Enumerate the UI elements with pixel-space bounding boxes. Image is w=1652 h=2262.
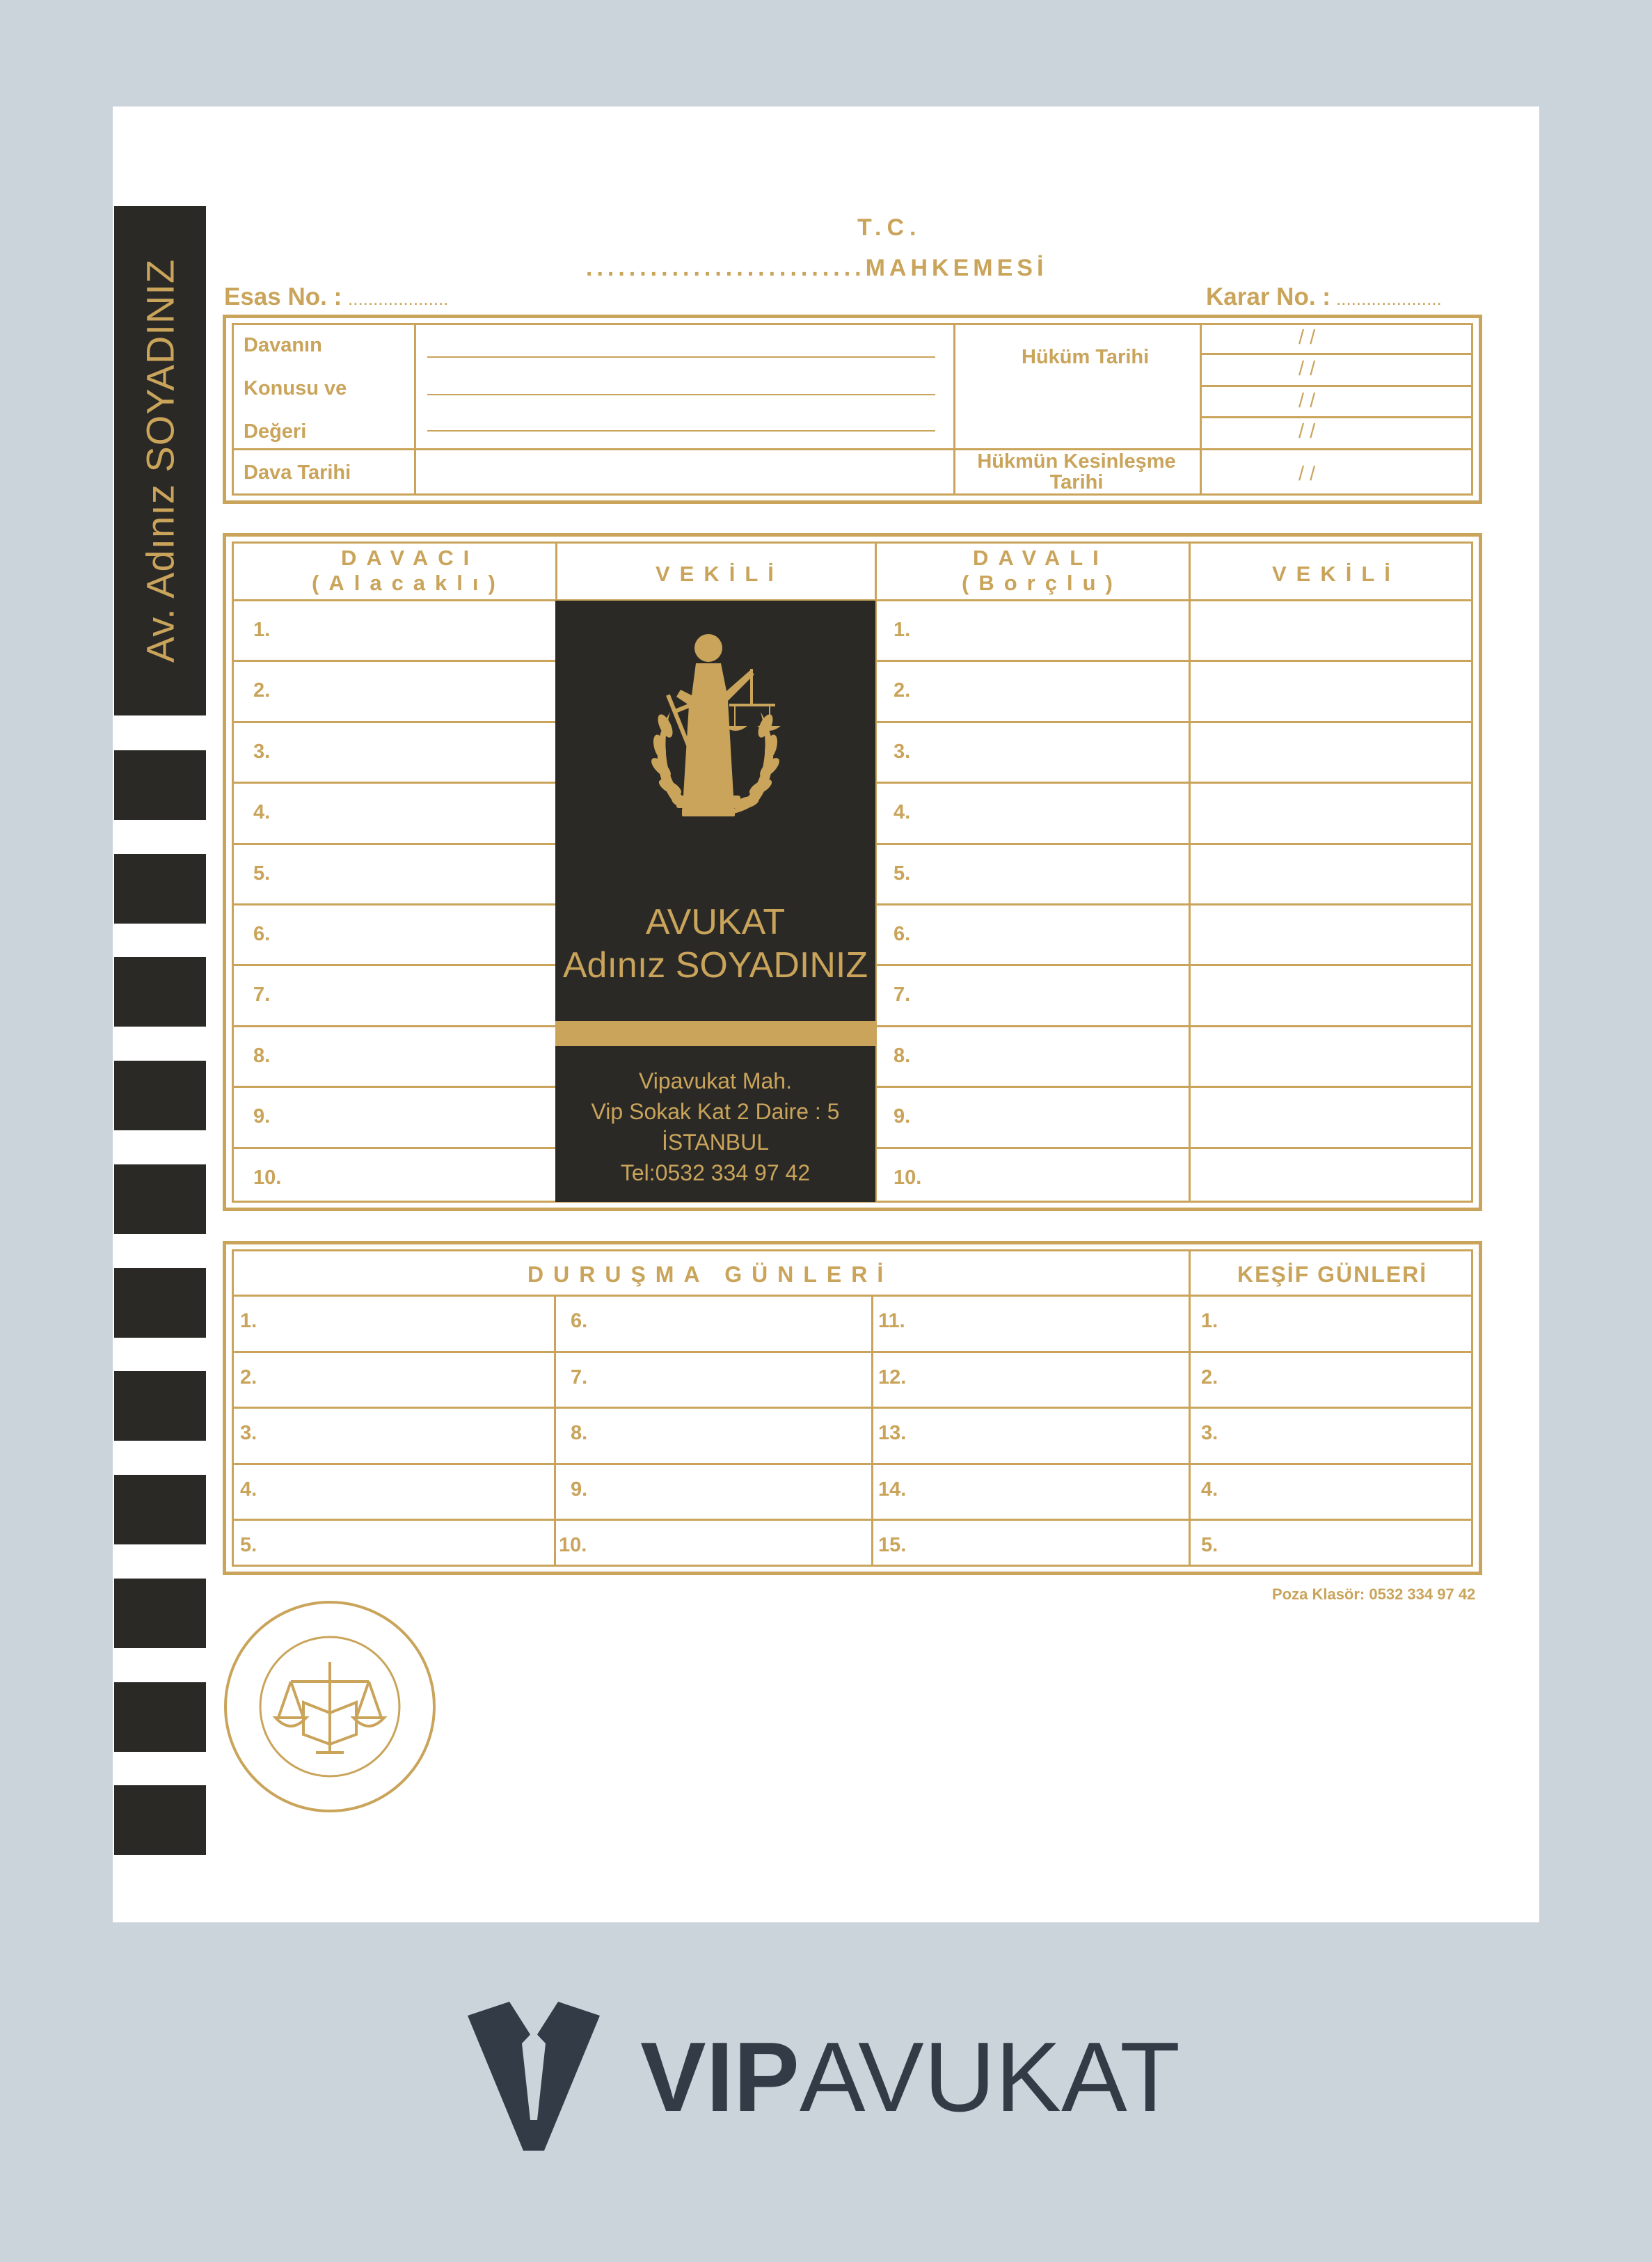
durusma-day-number[interactable]: 5. [240, 1534, 257, 1557]
divider [871, 1295, 873, 1567]
hukum-date-3[interactable]: / / [1298, 390, 1316, 412]
durusma-day-number[interactable]: 9. [571, 1478, 588, 1501]
spine-tab [114, 957, 206, 1027]
davali-row-number[interactable]: 1. [893, 619, 911, 641]
row-divider [1189, 1025, 1473, 1027]
lady-justice-emblem [604, 628, 827, 844]
subject-line-2[interactable] [427, 394, 935, 395]
lawyer-card [555, 601, 875, 1202]
spine-tab [114, 1371, 206, 1441]
spine-tab [114, 1268, 206, 1338]
divider [232, 1295, 1473, 1297]
davali-row-number[interactable]: 5. [893, 862, 911, 885]
davaci-row-number[interactable]: 3. [253, 740, 271, 763]
row-divider [232, 660, 555, 662]
durusma-day-number[interactable]: 10. [559, 1534, 587, 1557]
durusma-day-number[interactable]: 7. [571, 1366, 588, 1389]
davali-row-number[interactable]: 2. [893, 679, 911, 702]
spine-name-text: Av. Adınız SOYADINIZ [138, 258, 182, 663]
davaci-row-number[interactable]: 2. [253, 679, 271, 702]
davali-row-number[interactable]: 6. [893, 923, 911, 945]
subject-line-3[interactable] [427, 430, 935, 432]
row-divider [232, 1025, 555, 1027]
justice-seal [221, 1598, 438, 1819]
kesinlesme-line1: Hükmün Kesinleşme [977, 450, 1176, 473]
card-city: İSTANBUL [661, 1130, 770, 1155]
divider [1189, 541, 1191, 1203]
davaci-row-number[interactable]: 1. [253, 619, 271, 641]
durusma-day-number[interactable]: 15. [878, 1534, 907, 1557]
row-divider [1189, 1147, 1473, 1149]
borclu-header: (Borçlu) [962, 571, 1122, 595]
spine-name-label [114, 206, 206, 715]
hukum-date-2[interactable]: / / [1298, 358, 1316, 380]
kesinlesme-label [955, 451, 1198, 493]
davali-row-number[interactable]: 7. [893, 983, 911, 1006]
spine-tab [114, 1164, 206, 1234]
row-divider [232, 843, 555, 845]
davaci-row-number[interactable]: 8. [253, 1044, 271, 1067]
row-divider [875, 660, 1189, 662]
davali-row-number[interactable]: 8. [893, 1044, 911, 1067]
alacakli-header: (Alacaklı) [312, 571, 505, 595]
durusma-header: DURUŞMA GÜNLERİ [527, 1262, 893, 1287]
card-address-2: Vip Sokak Kat 2 Daire : 5 [591, 1099, 840, 1124]
row-divider [875, 964, 1189, 966]
card-address-1: Vipavukat Mah. [639, 1068, 792, 1093]
durusma-day-number[interactable]: 11. [878, 1310, 905, 1332]
davali-row-number[interactable]: 10. [893, 1166, 922, 1189]
spine-tab [114, 1061, 206, 1130]
row-divider [232, 1147, 555, 1149]
konusu-label: Konusu ve [244, 377, 347, 400]
row-divider [232, 903, 555, 905]
vekili-header-1: VEKİLİ [656, 562, 784, 586]
durusma-day-number[interactable]: 3. [240, 1422, 257, 1445]
davaci-row-number[interactable]: 5. [253, 862, 271, 885]
seal-graphic [221, 1598, 438, 1815]
hukum-date-1[interactable]: / / [1298, 326, 1316, 349]
hearing-row-divider [232, 1519, 1473, 1521]
row-divider [1189, 964, 1473, 966]
degeri-label: Değeri [244, 420, 307, 443]
davanin-label: Davanın [244, 334, 322, 356]
row-divider [1189, 903, 1473, 905]
davaci-row-number[interactable]: 6. [253, 923, 271, 945]
divider [554, 1295, 556, 1567]
hukum-date-4[interactable]: / / [1298, 420, 1316, 443]
card-title: AVUKAT [645, 902, 786, 942]
row-divider [1189, 1086, 1473, 1088]
spine-tab [114, 1475, 206, 1544]
esas-no-label: Esas No. : [224, 283, 342, 310]
durusma-day-number[interactable]: 1. [240, 1310, 257, 1332]
divider [1200, 385, 1473, 387]
vipavukat-logo-icon [468, 2002, 600, 2151]
karar-no-label: Karar No. : [1206, 283, 1331, 310]
davali-row-number[interactable]: 4. [893, 801, 911, 824]
row-divider [1189, 660, 1473, 662]
kesinlesme-date[interactable]: / / [1298, 463, 1316, 485]
row-divider [232, 964, 555, 966]
card-band [555, 1021, 875, 1046]
row-divider [1189, 782, 1473, 784]
divider [232, 448, 1473, 450]
row-divider [875, 1147, 1189, 1149]
davali-header: DAVALI [973, 546, 1109, 570]
spine-tab [114, 750, 206, 820]
vekili-header-2: VEKİLİ [1272, 562, 1400, 586]
brand-wordmark [640, 2022, 1180, 2133]
row-divider [1189, 843, 1473, 845]
davali-row-number[interactable]: 9. [893, 1105, 911, 1128]
durusma-day-number[interactable]: 14. [878, 1478, 907, 1501]
durusma-day-number[interactable]: 8. [571, 1422, 588, 1445]
row-divider [1189, 721, 1473, 723]
brand-avukat: AVUKAT [799, 2022, 1180, 2133]
row-divider [232, 1086, 555, 1088]
tc-title: T.C. [857, 214, 922, 241]
spine-tab [114, 1785, 206, 1855]
durusma-day-number[interactable]: 4. [240, 1478, 257, 1501]
row-divider [875, 1086, 1189, 1088]
court-name: ..........................MAHKEMESİ [586, 255, 1048, 281]
spine-tab [114, 1579, 206, 1648]
esas-no-dots: .................... [348, 288, 449, 309]
row-divider [875, 1025, 1189, 1027]
kesif-day-number[interactable]: 5. [1201, 1534, 1218, 1557]
subject-line-1[interactable] [427, 356, 935, 358]
footer-note: Poza Klasör: 0532 334 97 42 [1272, 1585, 1476, 1603]
row-divider [232, 721, 555, 723]
spine-tab [114, 1682, 206, 1752]
kesif-day-number[interactable]: 4. [1201, 1478, 1218, 1501]
divider [414, 323, 416, 496]
durusma-day-number[interactable]: 12. [878, 1366, 907, 1389]
davaci-row-number[interactable]: 10. [253, 1166, 282, 1189]
hearing-row-divider [232, 1407, 1473, 1409]
davali-row-number[interactable]: 3. [893, 740, 911, 763]
brand-vip: VIP [640, 2022, 800, 2133]
divider [1200, 353, 1473, 355]
row-divider [232, 782, 555, 784]
divider [1200, 323, 1202, 496]
kesif-day-number[interactable]: 3. [1201, 1422, 1218, 1445]
hearing-row-divider [232, 1351, 1473, 1353]
case-info-inner [232, 323, 1473, 496]
davaci-row-number[interactable]: 9. [253, 1105, 271, 1128]
kesif-header: KEŞİF GÜNLERİ [1237, 1262, 1428, 1287]
davaci-row-number[interactable]: 7. [253, 983, 271, 1006]
karar-no-dots: ..................... [1336, 288, 1442, 309]
kesif-day-number[interactable]: 2. [1201, 1366, 1218, 1389]
davaci-header: DAVACI [341, 546, 479, 570]
hukum-tarihi-label: Hüküm Tarihi [1022, 346, 1150, 368]
row-divider [875, 782, 1189, 784]
row-divider [875, 903, 1189, 905]
hearing-row-divider [232, 1463, 1473, 1465]
divider [1200, 416, 1473, 418]
dava-tarihi-label: Dava Tarihi [244, 461, 351, 484]
card-name: Adınız SOYADINIZ [562, 945, 868, 986]
row-divider [875, 843, 1189, 845]
durusma-day-number[interactable]: 13. [878, 1422, 907, 1445]
row-divider [875, 721, 1189, 723]
spine-tab [114, 854, 206, 924]
kesif-day-number[interactable]: 1. [1201, 1310, 1218, 1332]
durusma-day-number[interactable]: 6. [571, 1310, 588, 1332]
kesinlesme-line2: Tarihi [1049, 471, 1104, 493]
davaci-row-number[interactable]: 4. [253, 801, 271, 824]
durusma-day-number[interactable]: 2. [240, 1366, 257, 1389]
card-tel: Tel:0532 334 97 42 [620, 1160, 811, 1185]
